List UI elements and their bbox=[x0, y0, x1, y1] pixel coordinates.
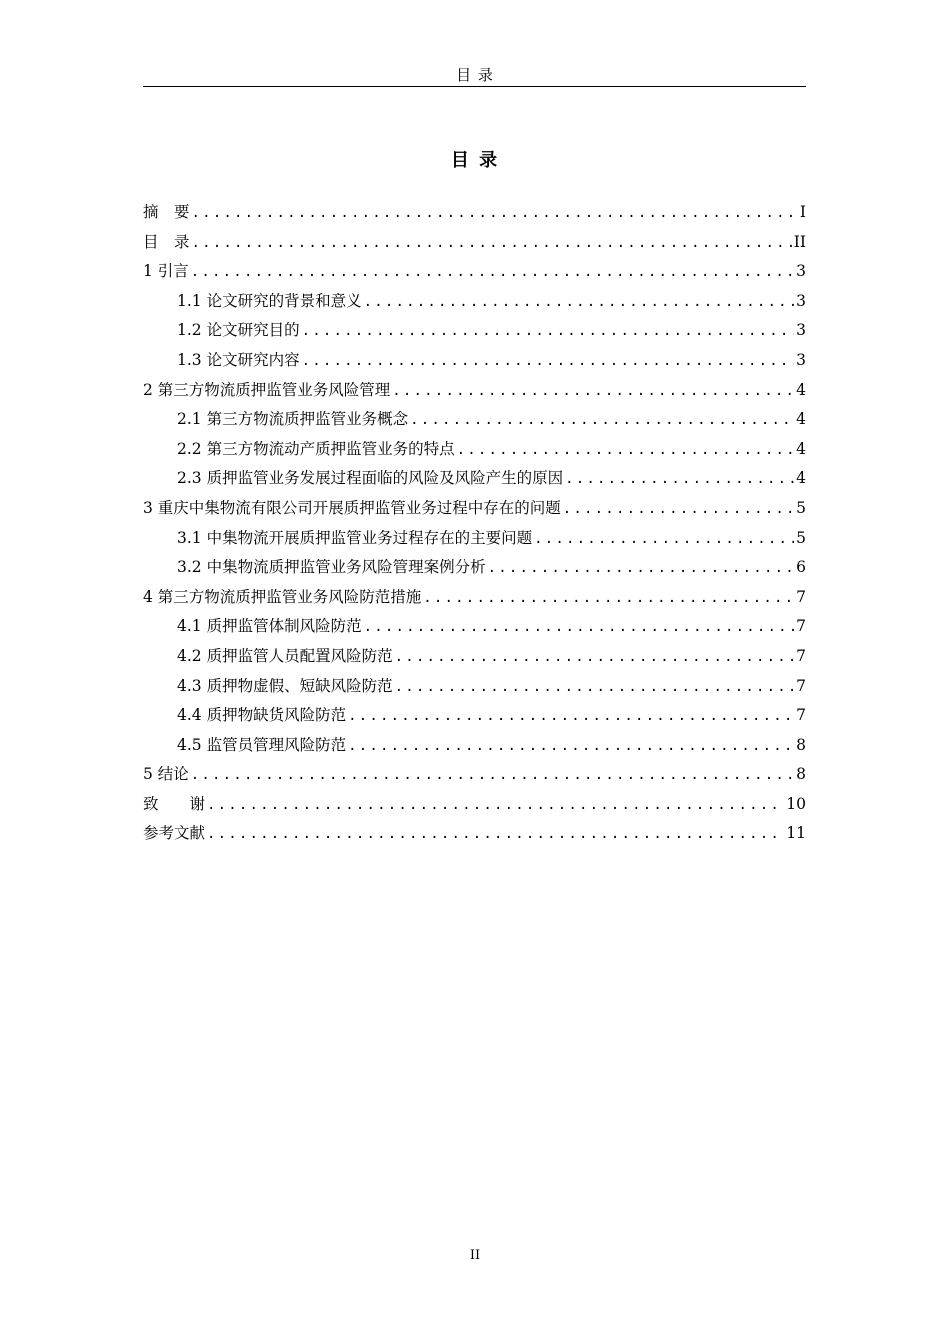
toc-entry-label: 致 谢 bbox=[143, 794, 206, 813]
toc-entry[interactable] bbox=[143, 316, 806, 346]
toc-entry[interactable] bbox=[143, 435, 806, 465]
toc-entry-page: 7 bbox=[796, 587, 806, 606]
toc-entry-label: 摘 要 bbox=[143, 203, 190, 221]
dot-leader bbox=[348, 732, 794, 762]
toc-entry-label: 4.3 质押物虚假、短缺风险防范 bbox=[177, 676, 393, 695]
toc-entry-page: 4 bbox=[796, 469, 806, 488]
toc-entry-page: 5 bbox=[796, 528, 806, 547]
toc-entry-page: 4 bbox=[796, 380, 806, 399]
toc-entry[interactable] bbox=[143, 346, 806, 376]
toc-entry-page: 3 bbox=[796, 262, 806, 281]
toc-entry[interactable] bbox=[143, 198, 806, 228]
dot-leader bbox=[191, 761, 794, 791]
toc-entry-label: 4.1 质押监管体制风险防范 bbox=[177, 617, 362, 636]
toc-entry-page: 11 bbox=[786, 824, 806, 843]
toc-entry[interactable] bbox=[143, 790, 806, 820]
toc-entry-label: 1.3 论文研究内容 bbox=[177, 350, 300, 369]
toc-entry[interactable] bbox=[143, 642, 806, 672]
toc-entry[interactable] bbox=[143, 405, 806, 435]
toc-entry-page: 5 bbox=[796, 498, 806, 517]
toc-entry-page: 4 bbox=[796, 410, 806, 429]
toc-entry[interactable] bbox=[143, 257, 806, 287]
toc-entry-label: 1.2 论文研究目的 bbox=[177, 321, 300, 340]
toc-entry-label: 2.3 质押监管业务发展过程面临的风险及风险产生的原因 bbox=[177, 469, 564, 488]
dot-leader bbox=[423, 584, 794, 614]
dot-leader bbox=[207, 820, 784, 850]
toc-entry-page: 8 bbox=[796, 765, 806, 784]
toc-entry[interactable] bbox=[143, 819, 806, 849]
dot-leader bbox=[410, 406, 794, 436]
running-header: 目 录 bbox=[456, 66, 494, 84]
toc-entry[interactable] bbox=[143, 494, 806, 524]
toc-entry[interactable] bbox=[143, 612, 806, 642]
toc-entry-label: 4 第三方物流质押监管业务风险防范措施 bbox=[143, 587, 422, 606]
toc-entry[interactable] bbox=[143, 760, 806, 790]
footer-page-number: II bbox=[469, 1248, 481, 1263]
dot-leader bbox=[457, 436, 795, 466]
dot-leader bbox=[364, 288, 795, 318]
toc-entry-page: 3 bbox=[796, 321, 806, 340]
toc-entry-label: 3.1 中集物流开展质押监管业务过程存在的主要问题 bbox=[177, 528, 533, 547]
toc-entry-page: 3 bbox=[796, 291, 806, 310]
toc-entry[interactable] bbox=[143, 464, 806, 494]
dot-leader bbox=[395, 643, 795, 673]
toc-entry-page: 4 bbox=[796, 439, 806, 458]
toc-entry[interactable] bbox=[143, 287, 806, 317]
toc-entry-label: 1 引言 bbox=[143, 262, 189, 281]
dot-leader bbox=[207, 791, 784, 821]
toc-entry-label: 参考文献 bbox=[143, 824, 206, 843]
toc-entry-page: 7 bbox=[796, 646, 806, 665]
toc-entry[interactable] bbox=[143, 583, 806, 613]
table-of-contents bbox=[143, 198, 806, 849]
dot-leader bbox=[395, 673, 795, 703]
toc-entry-label: 2.2 第三方物流动产质押监管业务的特点 bbox=[177, 439, 455, 458]
dot-leader bbox=[488, 554, 795, 584]
toc-entry-page: 7 bbox=[796, 617, 806, 636]
dot-leader bbox=[191, 258, 794, 288]
toc-entry[interactable] bbox=[143, 553, 806, 583]
toc-entry[interactable] bbox=[143, 672, 806, 702]
dot-leader bbox=[392, 377, 794, 407]
toc-entry[interactable] bbox=[143, 701, 806, 731]
toc-entry-page: 10 bbox=[786, 794, 806, 813]
toc-entry-page: 7 bbox=[796, 676, 806, 695]
toc-entry-page: 3 bbox=[796, 350, 806, 369]
dot-leader bbox=[364, 613, 795, 643]
dot-leader bbox=[565, 465, 794, 495]
toc-entry[interactable] bbox=[143, 228, 806, 258]
toc-entry-label: 4.4 质押物缺货风险防范 bbox=[177, 706, 347, 725]
toc-entry-label: 4.5 监管员管理风险防范 bbox=[177, 735, 347, 754]
toc-entry-page: 8 bbox=[796, 735, 806, 754]
toc-entry[interactable] bbox=[143, 524, 806, 554]
toc-entry-page: I bbox=[799, 203, 806, 221]
toc-entry-label: 目 录 bbox=[143, 232, 190, 251]
dot-leader bbox=[534, 525, 794, 555]
toc-entry-page: 7 bbox=[796, 706, 806, 725]
toc-entry-label: 5 结论 bbox=[143, 765, 189, 784]
toc-entry-page: 6 bbox=[796, 558, 806, 577]
toc-entry-label: 2 第三方物流质押监管业务风险管理 bbox=[143, 380, 391, 399]
dot-leader bbox=[302, 347, 795, 377]
toc-entry[interactable] bbox=[143, 376, 806, 406]
dot-leader bbox=[348, 702, 794, 732]
dot-leader bbox=[563, 495, 794, 525]
toc-entry-label: 3 重庆中集物流有限公司开展质押监管业务过程中存在的问题 bbox=[143, 498, 561, 517]
toc-entry-label: 4.2 质押监管人员配置风险防范 bbox=[177, 646, 393, 665]
toc-entry-page: II bbox=[793, 232, 806, 251]
toc-entry-label: 1.1 论文研究的背景和意义 bbox=[177, 291, 362, 310]
header-rule bbox=[143, 86, 806, 87]
toc-entry[interactable] bbox=[143, 731, 806, 761]
dot-leader bbox=[192, 199, 798, 229]
toc-entry-label: 2.1 第三方物流质押监管业务概念 bbox=[177, 410, 409, 429]
dot-leader bbox=[302, 317, 795, 347]
toc-entry-label: 3.2 中集物流质押监管业务风险管理案例分析 bbox=[177, 558, 486, 577]
dot-leader bbox=[192, 229, 792, 259]
toc-title: 目 录 bbox=[450, 150, 500, 171]
